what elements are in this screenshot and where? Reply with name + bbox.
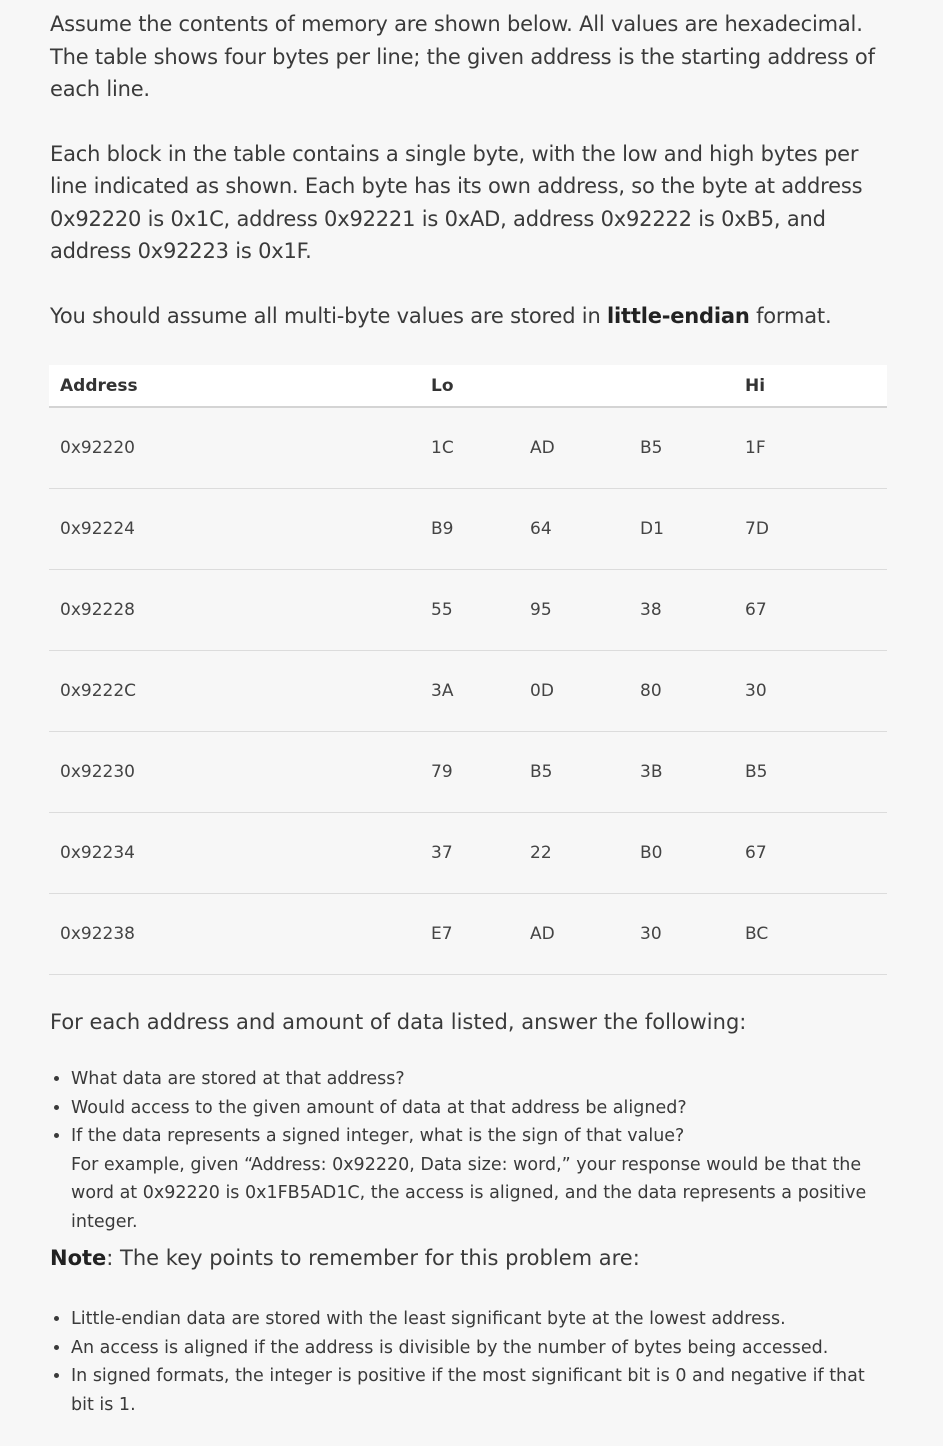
table-row xyxy=(49,813,887,894)
questions-list xyxy=(50,1065,890,1236)
byte-cell: 38 xyxy=(640,570,745,651)
endian-text-after: format. xyxy=(749,303,832,328)
byte-cell: B9 xyxy=(431,489,530,570)
note-label: Note xyxy=(50,1246,107,1270)
header-address: Address xyxy=(49,365,431,407)
address-cell: 0x92230 xyxy=(49,732,431,813)
list-item: • Would access to the given amount of data at that address be aligned? xyxy=(71,1094,890,1123)
table-row xyxy=(49,407,887,489)
problem-intro xyxy=(50,8,890,332)
byte-cell: 7D xyxy=(745,489,887,570)
byte-cell: 30 xyxy=(745,651,887,732)
byte-cell: E7 xyxy=(431,894,530,975)
header-lo: Lo xyxy=(431,365,530,407)
byte-cell: 1C xyxy=(431,407,530,489)
byte-cell: 95 xyxy=(530,570,640,651)
endian-text-before: You should assume all multi-byte values are stored in xyxy=(50,303,608,328)
intro-paragraph-2: Each block in the table contains a single byte, with the low and high bytes per line indicated as shown. Each byte has its own address, so the byte at address 0x92220 is 0x1C, address 0x92221 is 0xAD, address 0x92222 is 0xB5, and address 0x92223 is 0x1F. xyxy=(50,141,863,263)
byte-cell: B5 xyxy=(530,732,640,813)
table-row xyxy=(49,651,887,732)
byte-cell: 3B xyxy=(640,732,745,813)
list-item: • What data are stored at that address? xyxy=(71,1065,890,1094)
memory-table xyxy=(49,365,887,975)
byte-cell: 67 xyxy=(745,813,887,894)
byte-cell: 37 xyxy=(431,813,530,894)
address-cell: 0x9222C xyxy=(49,651,431,732)
byte-cell: B0 xyxy=(640,813,745,894)
table-row xyxy=(49,894,887,975)
intro-paragraph-1: Assume the contents of memory are shown below. All values are hexadecimal. The table shows four bytes per line; the given address is the starting address of each line. xyxy=(50,12,875,101)
byte-cell: 30 xyxy=(640,894,745,975)
questions-section xyxy=(50,1006,890,1419)
address-cell: 0x92220 xyxy=(49,407,431,489)
byte-cell: B5 xyxy=(745,732,887,813)
byte-cell: 55 xyxy=(431,570,530,651)
key-points-list xyxy=(50,1305,890,1419)
table-row xyxy=(49,570,887,651)
list-item: • Little-endian data are stored with the least significant byte at the lowest address. xyxy=(71,1305,890,1334)
byte-cell: 64 xyxy=(530,489,640,570)
question-text: If the data represents a signed integer, what is the sign of that value? xyxy=(71,1126,685,1146)
table-header-row xyxy=(49,365,887,407)
byte-cell: 79 xyxy=(431,732,530,813)
byte-cell: 67 xyxy=(745,570,887,651)
endian-emphasis: little-endian xyxy=(607,303,750,328)
list-item: • An access is aligned if the address is divisible by the number of bytes being accessed. xyxy=(71,1334,890,1363)
note-text: : The key points to remember for this problem are: xyxy=(106,1246,640,1270)
byte-cell: B5 xyxy=(640,407,745,489)
address-cell: 0x92238 xyxy=(49,894,431,975)
byte-cell: AD xyxy=(530,894,640,975)
questions-intro: For each address and amount of data listed, answer the following: xyxy=(50,1010,747,1034)
note-heading xyxy=(50,1242,890,1274)
byte-cell: AD xyxy=(530,407,640,489)
example-text: For example, given “Address: 0x92220, Data size: word,” your response would be that the word at 0x92220 is 0x1FB5AD1C, the access is aligned, and the data represents a positive integer. xyxy=(71,1154,867,1232)
address-cell: 0x92228 xyxy=(49,570,431,651)
list-item xyxy=(71,1122,890,1236)
intro-paragraph-3 xyxy=(50,300,890,333)
byte-cell: 0D xyxy=(530,651,640,732)
header-byte-2 xyxy=(640,365,745,407)
byte-cell: 80 xyxy=(640,651,745,732)
table-row xyxy=(49,489,887,570)
byte-cell: 3A xyxy=(431,651,530,732)
byte-cell: 1F xyxy=(745,407,887,489)
byte-cell: 22 xyxy=(530,813,640,894)
list-item: • In signed formats, the integer is positive if the most significant bit is 0 and negative if that bit is 1. xyxy=(71,1362,890,1419)
header-byte-1 xyxy=(530,365,640,407)
header-hi: Hi xyxy=(745,365,887,407)
byte-cell: D1 xyxy=(640,489,745,570)
table-row xyxy=(49,732,887,813)
address-cell: 0x92234 xyxy=(49,813,431,894)
address-cell: 0x92224 xyxy=(49,489,431,570)
byte-cell: BC xyxy=(745,894,887,975)
